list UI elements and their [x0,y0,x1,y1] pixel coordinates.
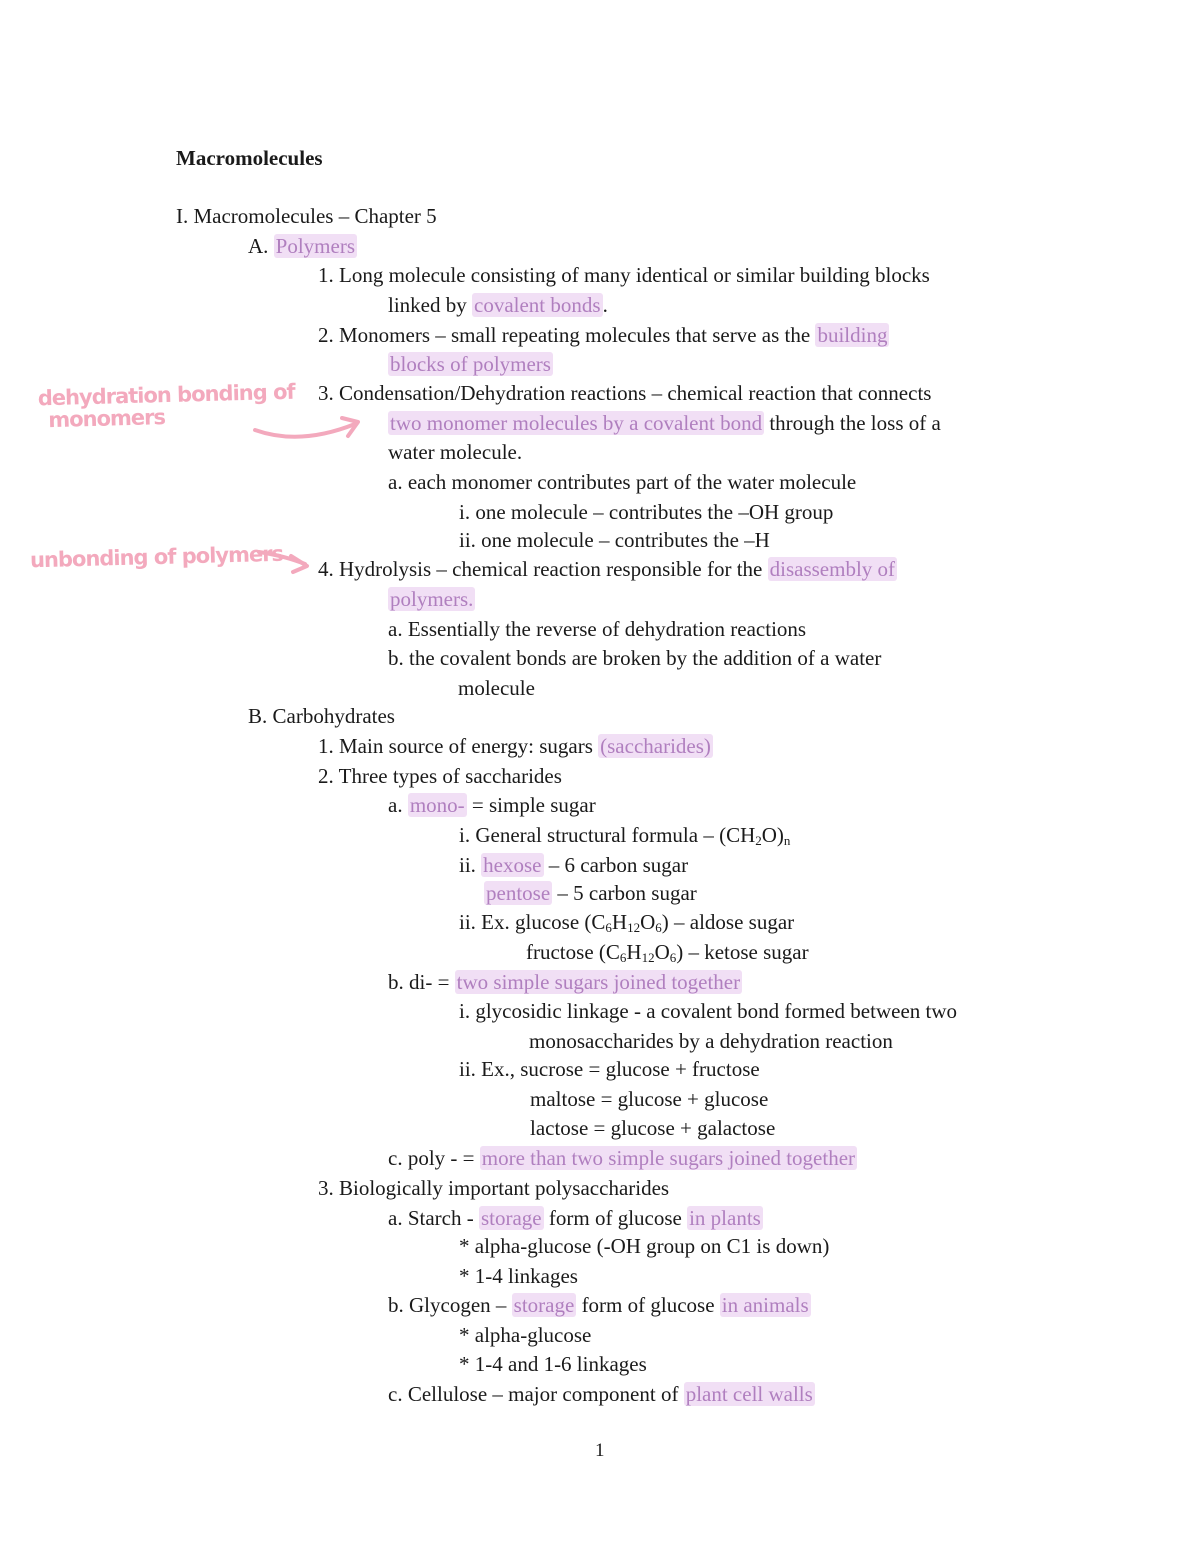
text-line: 4. Hydrolysis – chemical reaction responsible for the disassembly of [318,557,896,581]
text-line: * alpha-glucose (-OH group on C1 is down) [459,1234,830,1258]
text-line: monosaccharides by a dehydration reaction [529,1029,893,1053]
text-line: a. each monomer contributes part of the water molecule [388,470,857,494]
text-line: 2. Three types of saccharides [318,764,562,788]
outline-heading-A: A. Polymers [248,234,356,258]
text-line: ii. Ex., sucrose = glucose + fructose [459,1057,760,1081]
text-line: 1. Long molecule consisting of many identical or similar building blocks [318,263,930,287]
text-line: b. di- = two simple sugars joined together [388,970,741,994]
text-line: * 1-4 and 1-6 linkages [459,1352,647,1376]
text-line: b. Glycogen – storage form of glucose in animals [388,1293,809,1317]
text-line: ii. Ex. glucose $(C_6H_{12}O_6)$ – aldose sugar [459,910,795,935]
text-line: blocks of polymers [390,352,551,376]
text-line: two monomer molecules by a covalent bond through the loss of a [390,411,941,435]
text-line: * 1-4 linkages [459,1264,578,1288]
text-line: i. glycosidic linkage - a covalent bond formed between two [459,999,958,1023]
text-line: ii. one molecule – contributes the –H [459,528,770,552]
text-line: c. poly - = more than two simple sugars joined together [388,1146,856,1170]
annotation-unbonding: unbonding of polymers [29,541,284,573]
text-line: i. one molecule – contributes the –OH group [459,500,834,524]
outline-heading-I: I. Macromolecules – Chapter 5 [176,204,437,228]
text-line: * alpha-glucose [459,1323,592,1347]
annotation-arrow-icon [250,408,370,448]
text-line: molecule [458,676,535,700]
text-line: maltose = glucose + glucose [530,1087,769,1111]
text-line: 2. Monomers – small repeating molecules that serve as the building [318,323,888,347]
annotation-dehydration-line1: dehydration bonding of [37,379,295,411]
text-line: ii. hexose – 6 carbon sugar [459,853,689,877]
text-line: 3. Biologically important polysaccharides [318,1176,670,1200]
text-line: a. Starch - storage form of glucose in plants [388,1206,761,1230]
outline-heading-B: B. Carbohydrates [248,704,395,728]
page-number: 1 [595,1440,605,1461]
annotation-arrow-icon [255,546,315,576]
text-line: water molecule. [388,440,523,464]
text-line: b. the covalent bonds are broken by the addition of a water [388,646,882,670]
text-line: 1. Main source of energy: sugars (saccharides) [318,734,711,758]
annotation-dehydration-line2: monomers [48,405,166,433]
text-line: pentose – 5 carbon sugar [486,881,697,905]
text-line: fructose $(C_6H_{12}O_6)$ – ketose sugar [526,940,809,965]
text-line: a. mono- = simple sugar [388,793,596,817]
text-line: i. General structural formula – $(CH_2O)_n$ [459,823,791,848]
text-line: polymers. [390,587,474,611]
text-line: c. Cellulose – major component of plant cell walls [388,1382,813,1406]
text-line: lactose = glucose + galactose [530,1116,776,1140]
text-line: 3. Condensation/Dehydration reactions – chemical reaction that connects [318,381,932,405]
text-line: linked by covalent bonds. [388,293,608,317]
text-line: a. Essentially the reverse of dehydration reactions [388,617,807,641]
page-title: Macromolecules [176,146,323,170]
